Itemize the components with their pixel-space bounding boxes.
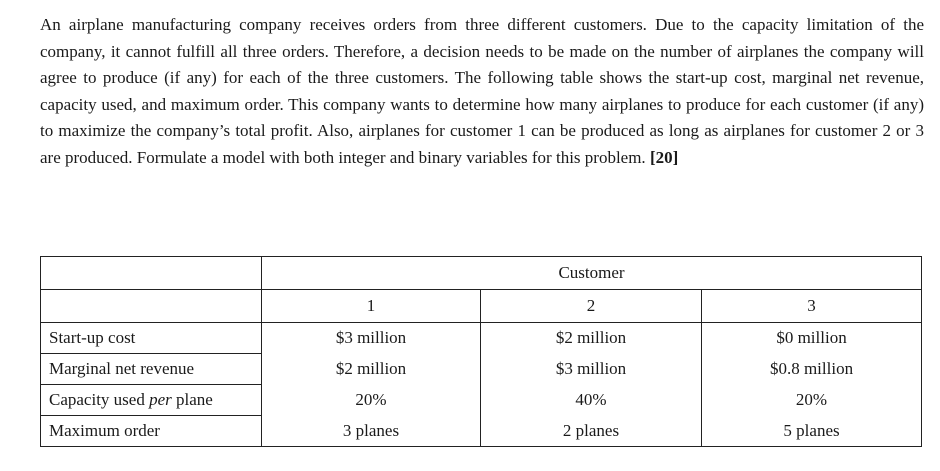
problem-text: An airplane manufacturing company receives orders from three different customers. Due to the capacity limitation of the company, it cannot fulfill all three orders. Therefore, a decision needs to be made on the number of airplanes the company will agree to produce (if any) for each of the three customers. The following table shows the start-up cost, marginal net revenue, capacity used, and maximum order. This company wants to determine how many airplanes to produce for each customer (if any) to maximize the company’s total profit. Also, airplanes for customer 1 can be produced as long as airplanes for customer 2 or 3 are produced. Formulate a model with both integer and binary variables for this problem.	[40, 15, 924, 167]
table-group-header-row	[41, 257, 922, 290]
row-label-marginal-net-revenue: Marginal net revenue	[41, 354, 262, 385]
table-cell: $2 million	[262, 354, 481, 385]
row-label-capacity-prefix: Capacity used	[49, 390, 150, 409]
table-cell: $0.8 million	[702, 354, 922, 385]
row-label-capacity-suffix: plane	[171, 390, 213, 409]
customer-1-header: 1	[262, 290, 481, 323]
table-cell: 40%	[481, 385, 702, 416]
customer-2-header: 2	[481, 290, 702, 323]
table-corner-cell	[41, 257, 262, 290]
table-cell: 20%	[702, 385, 922, 416]
customer-3-header: 3	[702, 290, 922, 323]
table-row	[41, 354, 922, 385]
customer-data-table	[40, 256, 922, 447]
table-row	[41, 323, 922, 354]
table-corner-cell-2	[41, 290, 262, 323]
problem-statement	[40, 12, 924, 171]
table-cell: $0 million	[702, 323, 922, 354]
table-customer-number-row	[41, 290, 922, 323]
table-cell: 5 planes	[702, 416, 922, 447]
table-cell: 20%	[262, 385, 481, 416]
table-cell: 2 planes	[481, 416, 702, 447]
table-row	[41, 385, 922, 416]
marks-label: [20]	[649, 147, 679, 167]
table-cell: $3 million	[481, 354, 702, 385]
row-label-capacity-used	[41, 385, 262, 416]
table-row	[41, 416, 922, 447]
row-label-startup-cost: Start-up cost	[41, 323, 262, 354]
table-cell: $2 million	[481, 323, 702, 354]
row-label-capacity-italic: per	[149, 390, 172, 409]
table-cell: $3 million	[262, 323, 481, 354]
customer-group-header: Customer	[262, 257, 922, 290]
table-cell: 3 planes	[262, 416, 481, 447]
row-label-maximum-order: Maximum order	[41, 416, 262, 447]
